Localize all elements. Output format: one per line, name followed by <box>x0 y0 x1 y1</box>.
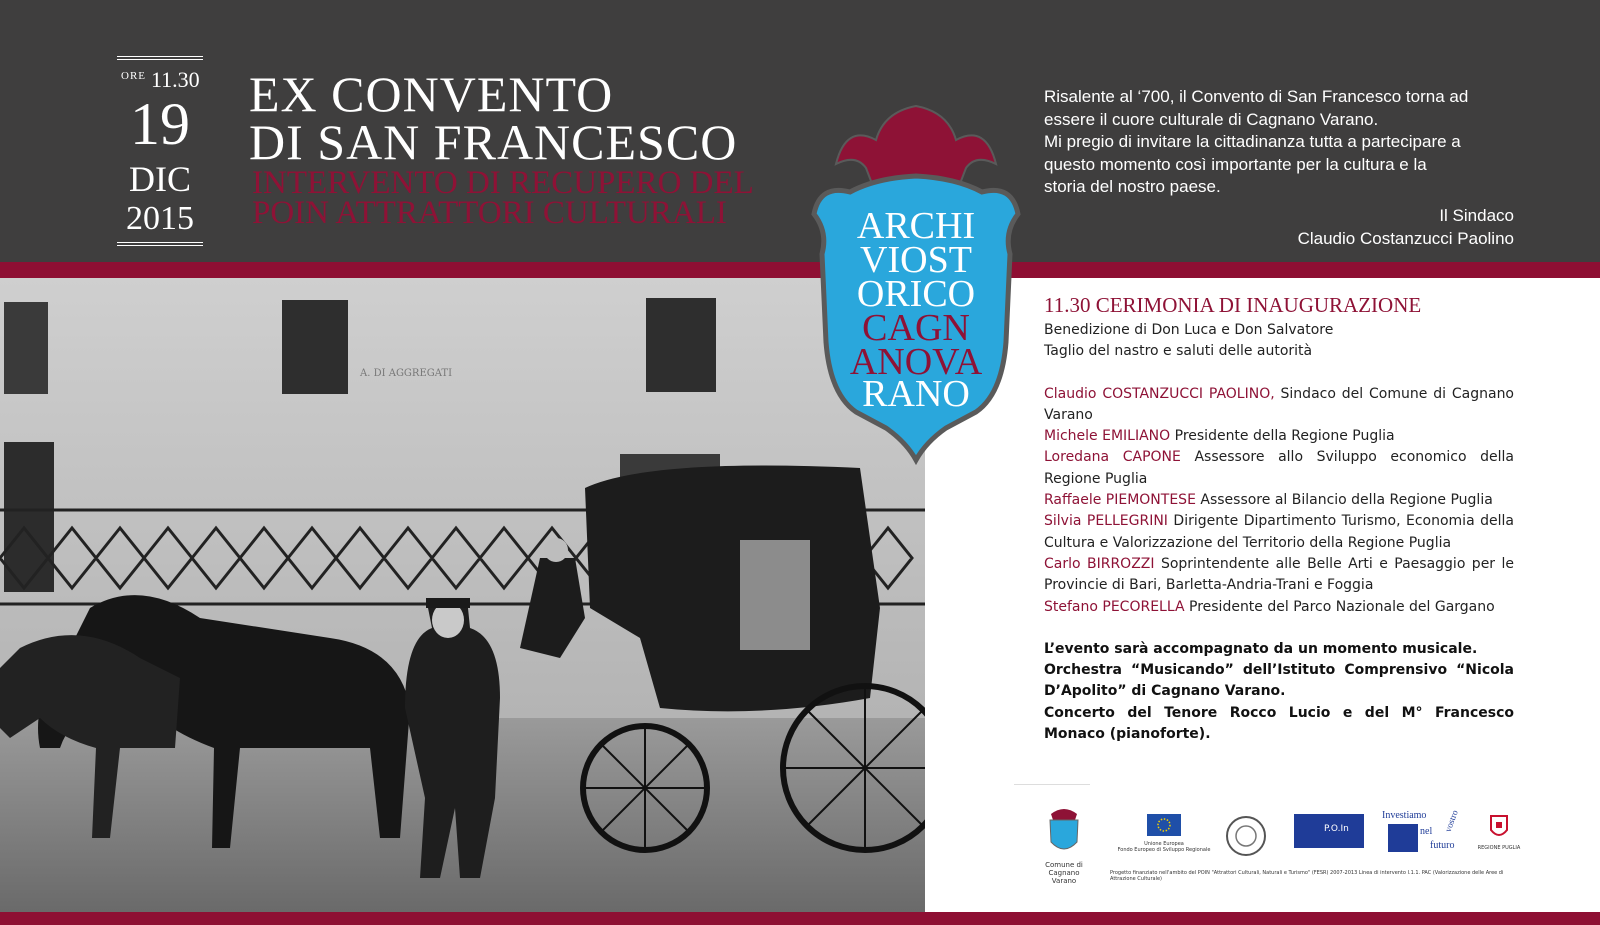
speaker-item <box>1044 490 1514 511</box>
speaker-role: Dirigente Dipartimento Turismo, Economia della Cultura e Valorizzazione del Territorio della Regione Puglia <box>1044 513 1514 551</box>
speaker-item <box>1044 447 1514 490</box>
message-line: Mi pregio di invitare la cittadinanza tutta a partecipare a <box>1044 132 1461 151</box>
invest-text: nel <box>1420 826 1433 837</box>
poin-label: P.O.In <box>1324 824 1349 834</box>
eu-caption: Fondo Europeo di Sviluppo Regionale <box>1117 847 1211 853</box>
message-line: essere il cuore culturale di Cagnano Varano. <box>1044 109 1379 129</box>
invest-text: futuro <box>1430 840 1455 851</box>
republic-emblem-icon <box>1224 814 1268 858</box>
music-note: L’evento sarà accompagnato da un momento musicale. <box>1044 640 1478 657</box>
title-line-1: EX CONVENTO <box>249 66 614 122</box>
speaker-role: Presidente del Parco Nazionale del Gargano <box>1184 598 1495 615</box>
invest-text: Investiamo <box>1382 810 1427 821</box>
regione-puglia-logo <box>1476 814 1522 851</box>
event-program <box>1044 292 1514 745</box>
speaker-item <box>1044 597 1514 618</box>
speaker-item <box>1044 426 1514 447</box>
regione-caption: REGIONE PUGLIA <box>1477 845 1521 851</box>
speaker-item <box>1044 554 1514 597</box>
speaker-name: Silvia PELLEGRINI <box>1044 513 1168 530</box>
comune-crest-icon <box>1047 804 1081 856</box>
speaker-item <box>1044 511 1514 554</box>
program-line: Benedizione di Don Luca e Don Salvatore <box>1044 322 1334 338</box>
subtitle-line-2: POIN ATTRATTORI CULTURALI <box>252 195 727 231</box>
speaker-role: Assessore al Bilancio della Regione Puglia <box>1195 492 1493 509</box>
italian-republic-logo <box>1224 814 1268 863</box>
speaker-item <box>1044 384 1514 427</box>
speaker-role: Soprintendente alle Belle Arti e Paesaggio per le Provincie di Bari, Barletta-Andria-Trani e Foggia <box>1044 555 1514 594</box>
date-bottom-rule <box>117 242 203 246</box>
eu-flag-icon <box>1147 814 1181 836</box>
event-month: DIC <box>129 159 191 199</box>
event-time: 11.30 <box>151 67 200 92</box>
eu-caption: Unione Europea <box>1144 841 1184 847</box>
program-line: Taglio del nastro e saluti delle autorità <box>1044 343 1313 360</box>
mayor-message <box>1044 86 1514 199</box>
crest-line-3: ORICO <box>856 273 976 315</box>
speaker-name: Carlo BIRROZZI <box>1044 555 1155 572</box>
message-line: Risalente al ‘700, il Convento di San Francesco torna ad <box>1044 87 1469 106</box>
sponsor-logos <box>1014 784 1534 884</box>
crest-line-4: CAGN <box>862 307 970 349</box>
signature-name: Claudio Costanzucci Paolino <box>1297 228 1514 248</box>
message-line: storia del nostro paese. <box>1044 177 1221 196</box>
carriage-photo-image <box>0 278 925 912</box>
accent-divider <box>0 262 1600 278</box>
logo-divider <box>1014 784 1090 785</box>
archivio-storico-crest <box>806 104 1026 468</box>
speaker-name: Claudio COSTANZUCCI PAOLINO, <box>1044 385 1275 402</box>
invest-text: vostro <box>1442 808 1460 834</box>
speaker-name: Loredana CAPONE <box>1044 449 1181 466</box>
date-top-rule <box>117 56 203 60</box>
invest-logo <box>1382 810 1472 856</box>
poin-logo <box>1294 814 1364 848</box>
comune-caption: Cagnano Varano <box>1048 869 1080 885</box>
speaker-name: Stefano PECORELLA <box>1044 598 1185 615</box>
event-year: 2015 <box>126 200 194 237</box>
footer-accent-line <box>0 912 1600 925</box>
music-concert: Concerto del Tenore Rocco Lucio e del M° Francesco Monaco (pianoforte). <box>1044 704 1514 743</box>
speaker-role: Presidente della Regione Puglia <box>1170 428 1395 445</box>
subtitle-line-1: INTERVENTO DI RECUPERO DEL <box>252 165 754 201</box>
page-subtitle <box>252 165 754 231</box>
event-day: 19 <box>130 91 190 157</box>
eu-logo <box>1109 814 1219 853</box>
speaker-name: Raffaele PIEMONTESE <box>1044 492 1196 509</box>
message-line: questo momento così importante per la cultura e la <box>1044 154 1427 174</box>
signature-role: Il Sindaco <box>1439 206 1514 225</box>
svg-text:A. DI AGGREGATI: A. DI AGGREGATI <box>360 368 453 379</box>
speaker-name: Michele EMILIANO <box>1044 428 1171 445</box>
comune-logo <box>1044 804 1084 885</box>
historic-photo <box>0 278 925 912</box>
comune-caption: Comune di <box>1045 861 1083 869</box>
program-heading: 11.30 CERIMONIA DI INAUGURAZIONE <box>1044 293 1422 317</box>
music-orchestra: Orchestra “Musicando” dell’Istituto Comprensivo “Nicola D’Apolito” di Cagnano Varano. <box>1044 662 1514 700</box>
speaker-role: Assessore allo Sviluppo economico della Regione Puglia <box>1044 449 1514 487</box>
crest-line-2: VIOST <box>860 239 972 281</box>
title-line-2: DI SAN FRANCESCO <box>249 114 738 170</box>
mayor-signature <box>1044 205 1514 250</box>
event-date <box>117 56 203 246</box>
date-ore-label: ORE <box>121 70 146 82</box>
page-title <box>249 66 738 170</box>
invest-mark-icon <box>1388 824 1418 852</box>
funding-footnote: Progetto finanziato nell'ambito del POIN "Attrattori Culturali, Naturali e Turismo" (FESR) 2007-2013 Linea di intervento I.1.1. PAC (Valorizzazione delle Aree di Attrazione Culturale) <box>1110 870 1504 882</box>
speaker-role: Sindaco del Comune di Cagnano Varano <box>1044 385 1515 423</box>
regione-emblem-icon <box>1489 814 1509 840</box>
crest-line-1: ARCHI <box>856 205 976 247</box>
crest-line-6: RANO <box>862 373 970 415</box>
crest-line-5: ANOVA <box>849 341 983 383</box>
